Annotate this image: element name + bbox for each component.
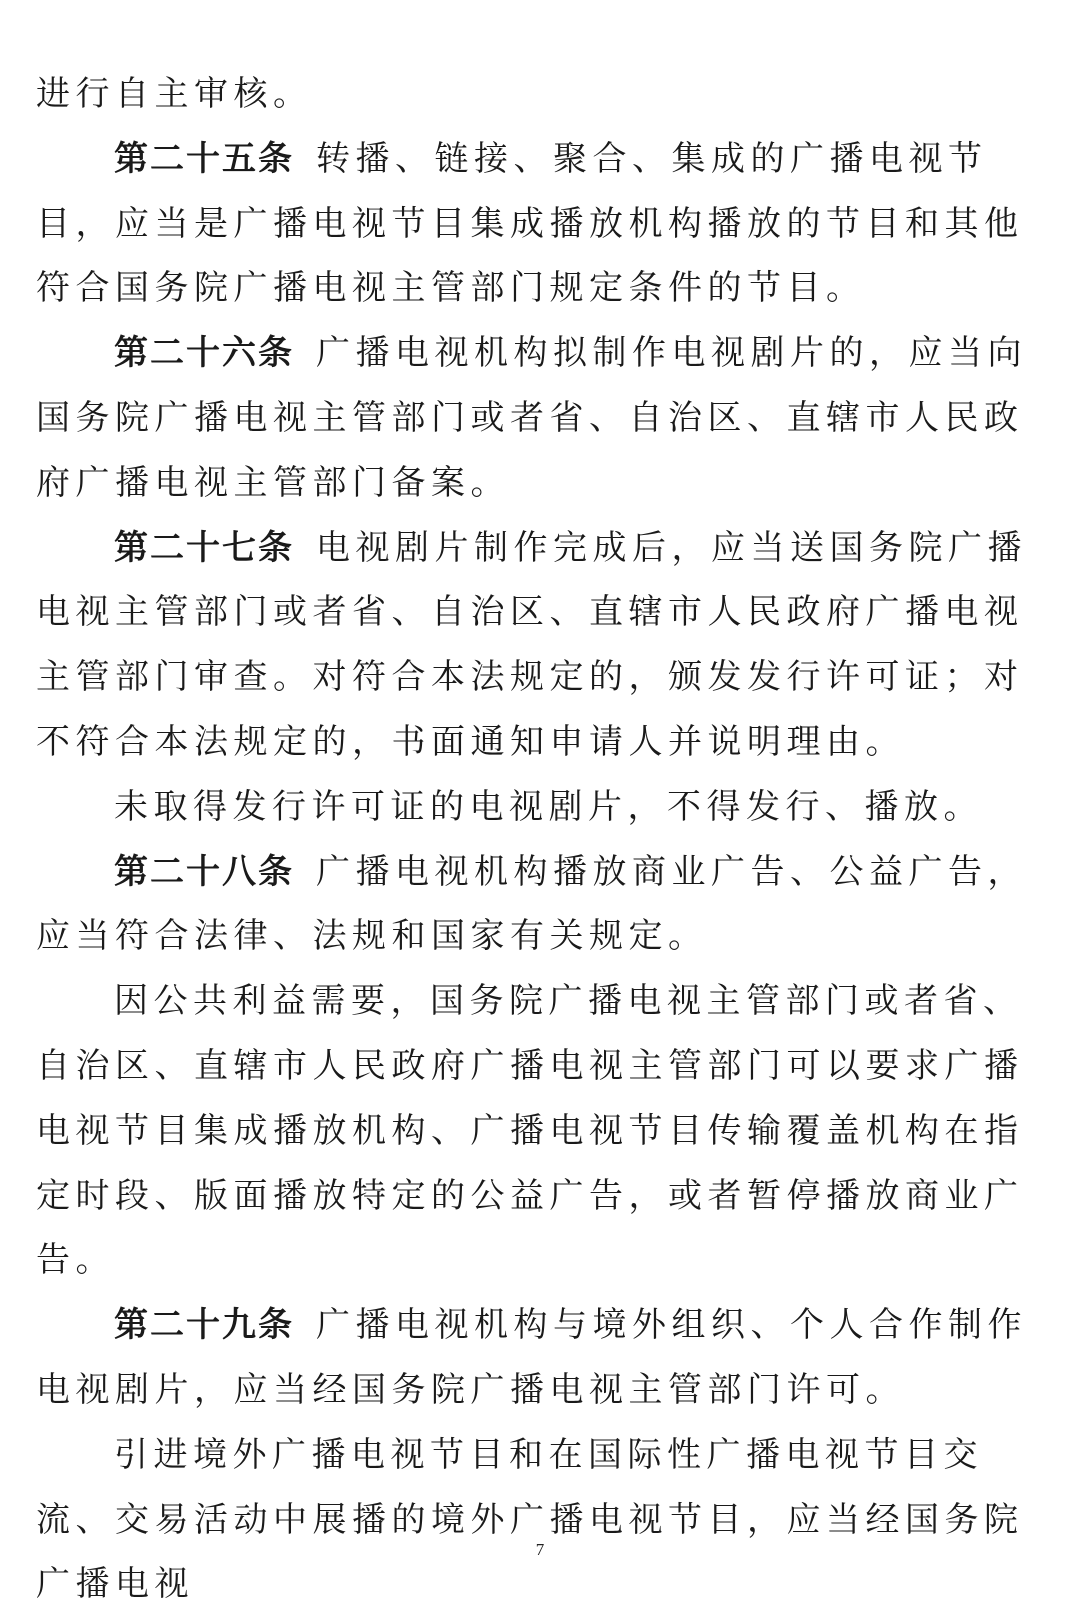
paragraph — [36, 1423, 1036, 1617]
paragraph-text: 进行自主审核。 — [36, 74, 313, 114]
paragraph — [36, 62, 1036, 127]
article-number: 第二十九条 — [114, 1305, 294, 1346]
article-number: 第二十七条 — [114, 527, 294, 568]
paragraph — [36, 969, 1036, 1293]
article-number: 第二十八条 — [114, 851, 294, 892]
paragraph-text: 广播电视机构播放商业广告、公益广告，应当符合法律、法规和国家有关规定。 — [36, 851, 1027, 957]
paragraph-text: 引进境外广播电视节目和在国际性广播电视节目交流、交易活动中展播的境外广播电视节目，应当经国务院广播电视 — [36, 1434, 1024, 1605]
article-paragraph — [36, 840, 1036, 970]
article-paragraph — [36, 1293, 1036, 1423]
paragraph-text: 广播电视机构与境外组织、个人合作制作电视剧片，应当经国务院广播电视主管部门许可。 — [36, 1305, 1027, 1410]
paragraph-text: 广播电视机构拟制作电视剧片的，应当向国务院广播电视主管部门或者省、自治区、直辖市人民政府广播电视主管部门备案。 — [36, 333, 1027, 503]
article-paragraph — [36, 516, 1036, 775]
page-number: 7 — [535, 1540, 545, 1559]
body-text — [36, 62, 1036, 1617]
paragraph — [36, 775, 1036, 840]
article-number: 第二十五条 — [114, 138, 294, 179]
paragraph-text: 未取得发行许可证的电视剧片，不得发行、播放。 — [114, 786, 983, 827]
paragraph-text: 因公共利益需要，国务院广播电视主管部门或者省、自治区、直辖市人民政府广播电视主管部门可以要求广播电视节目集成播放机构、广播电视节目传输覆盖机构在指定时段、版面播放特定的公益广告，或者暂停播放商业广告。 — [36, 981, 1024, 1281]
paragraph-text: 电视剧片制作完成后，应当送国务院广播电视主管部门或者省、自治区、直辖市人民政府广播电视主管部门审查。对符合本法规定的，颁发发行许可证；对不符合本法规定的，书面通知申请人并说明理由。 — [36, 527, 1027, 762]
article-paragraph — [36, 127, 1036, 321]
paragraph-text: 转播、链接、聚合、集成的广播电视节目，应当是广播电视节目集成播放机构播放的节目和其他符合国务院广播电视主管部门规定条件的节目。 — [36, 138, 1024, 309]
article-number: 第二十六条 — [114, 333, 294, 374]
article-paragraph — [36, 321, 1036, 515]
